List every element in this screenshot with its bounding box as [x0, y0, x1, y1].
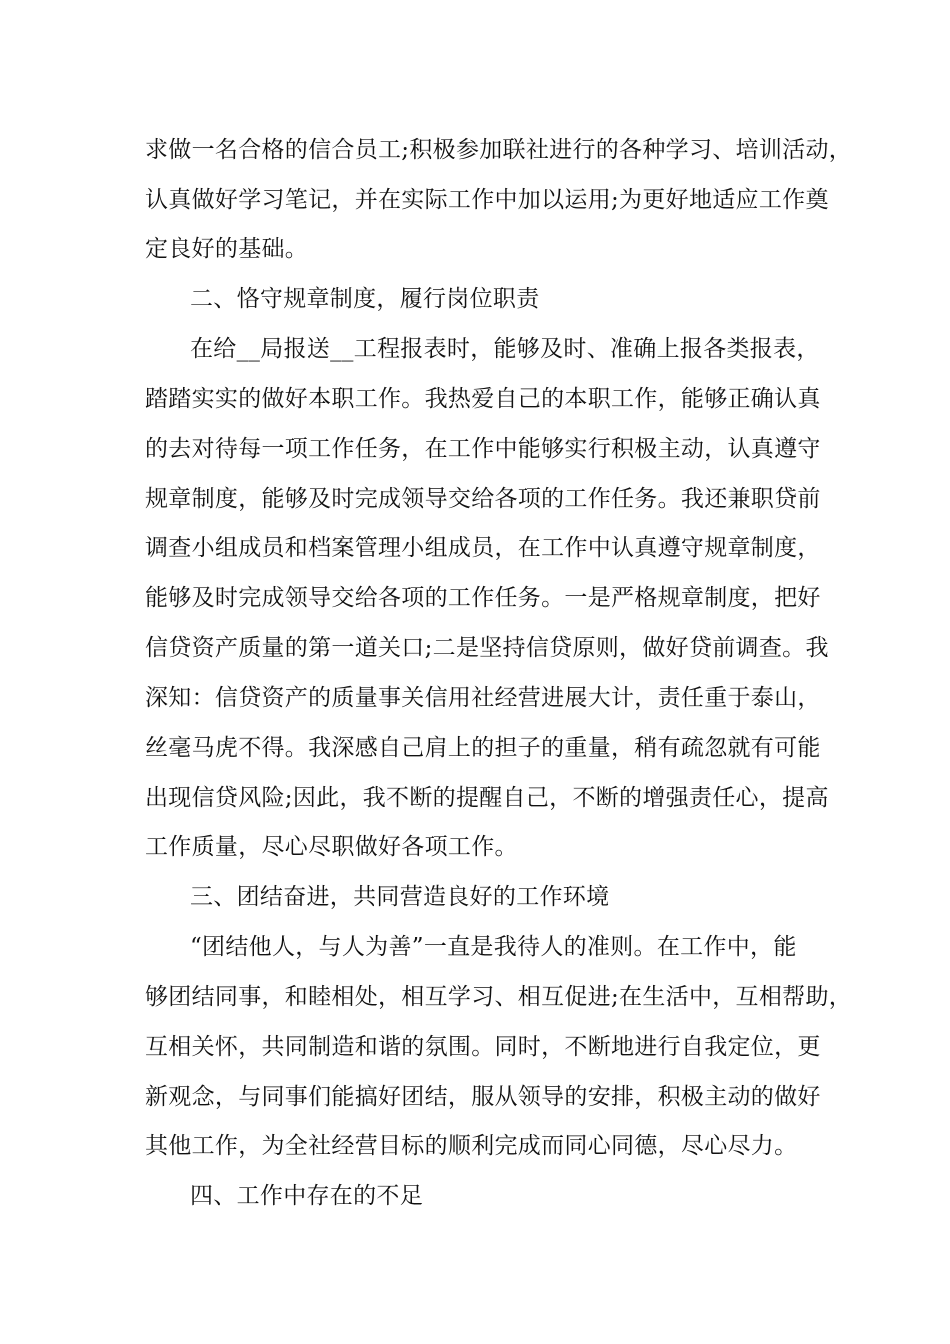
paragraph-line: 出现信贷风险;因此，我不断的提醒自己，不断的增强责任心，提高: [145, 785, 829, 811]
paragraph-line: 互相关怀，共同制造和谐的氛围。同时，不断地进行自我定位，更: [145, 1034, 821, 1060]
paragraph-line: 其他工作，为全社经营目标的顺利完成而同心同德，尽心尽力。: [145, 1133, 798, 1159]
paragraph-line: 认真做好学习笔记，并在实际工作中加以运用;为更好地适应工作奠: [145, 187, 829, 213]
paragraph-line: 丝毫马虎不得。我深感自己肩上的担子的重量，稍有疏忽就有可能: [145, 735, 821, 761]
paragraph-line: 在给__局报送__工程报表时，能够及时、准确上报各类报表，: [190, 336, 820, 362]
paragraph-line: 工作质量，尽心尽职做好各项工作。: [145, 834, 518, 860]
paragraph-line: “团结他人，与人为善”一直是我待人的准则。在工作中，能: [190, 934, 797, 960]
paragraph-line: 的去对待每一项工作任务，在工作中能够实行积极主动，认真遵守: [145, 436, 821, 462]
paragraph-line: 信贷资产质量的第一道关口;二是坚持信贷原则，做好贷前调查。我: [145, 635, 829, 661]
paragraph-line: 能够及时完成领导交给各项的工作任务。一是严格规章制度，把好: [145, 585, 821, 611]
paragraph-line: 深知：信贷资产的质量事关信用社经营进展大计，责任重于泰山，: [145, 685, 821, 711]
paragraph-line: 求做一名合格的信合员工;积极参加联社进行的各种学习、培训活动，: [145, 137, 853, 163]
paragraph-line: 新观念，与同事们能搞好团结，服从领导的安排，积极主动的做好: [145, 1084, 821, 1110]
section-heading: 三、团结奋进，共同营造良好的工作环境: [190, 884, 610, 910]
paragraph-line: 规章制度，能够及时完成领导交给各项的工作任务。我还兼职贷前: [145, 486, 821, 512]
paragraph-line: 调查小组成员和档案管理小组成员，在工作中认真遵守规章制度，: [145, 535, 821, 561]
paragraph-line: 踏踏实实的做好本职工作。我热爱自己的本职工作，能够正确认真: [145, 386, 821, 412]
section-heading: 四、工作中存在的不足: [190, 1183, 423, 1209]
section-heading: 二、恪守规章制度，履行岗位职责: [190, 286, 540, 312]
paragraph-line: 够团结同事，和睦相处，相互学习、相互促进;在生活中，互相帮助，: [145, 984, 853, 1010]
paragraph-line: 定良好的基础。: [145, 236, 309, 262]
